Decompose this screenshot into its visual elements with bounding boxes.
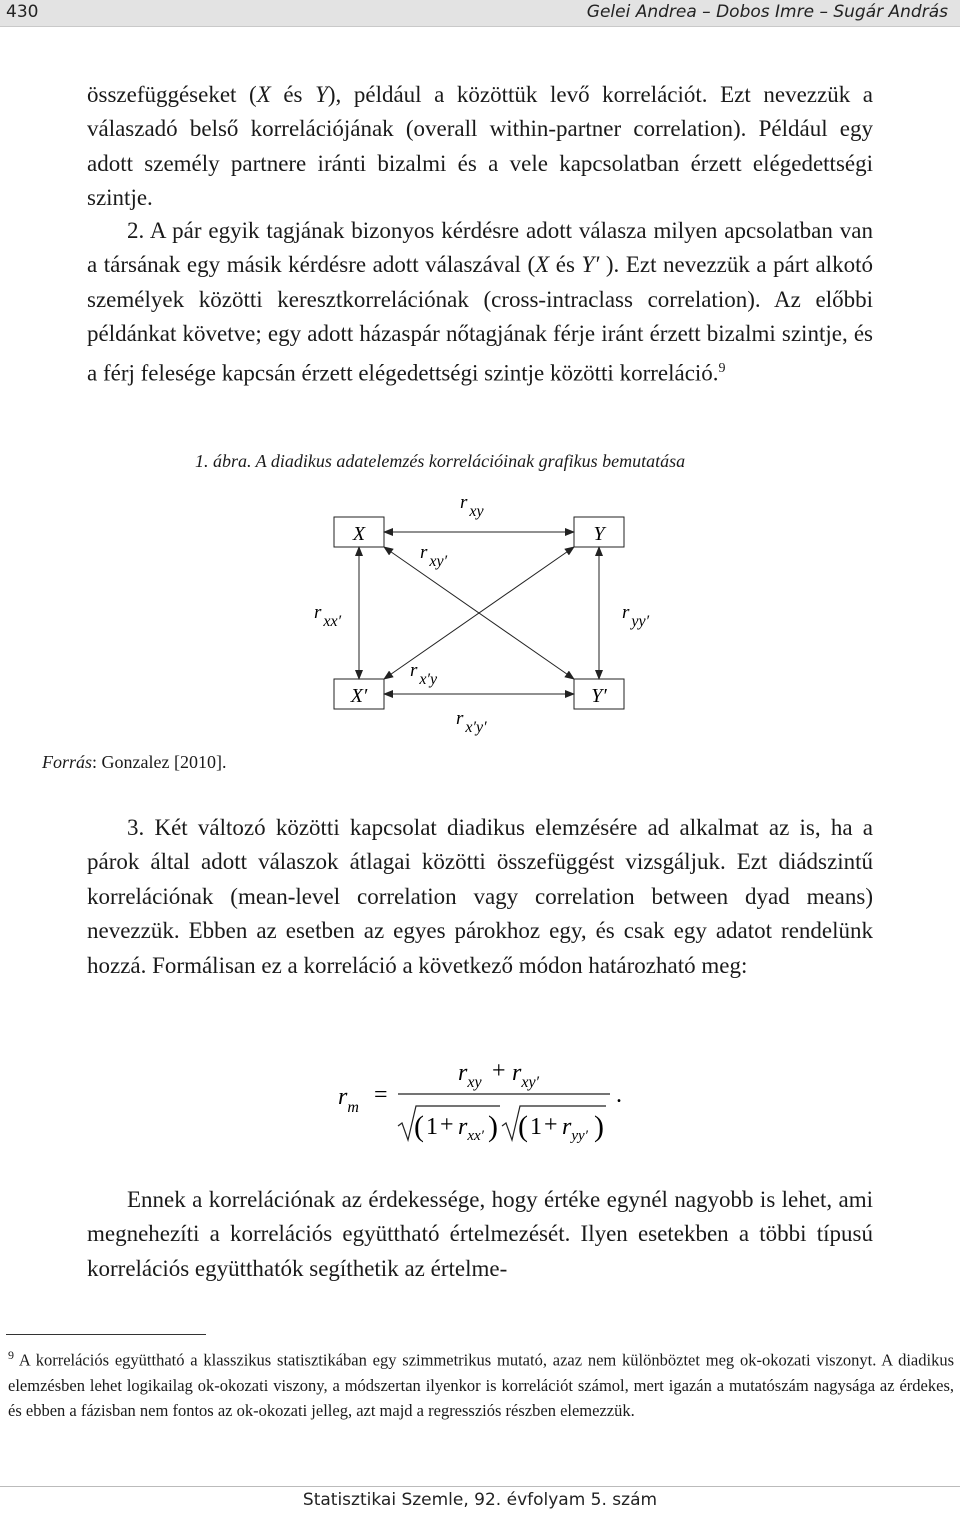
svg-text:): ) xyxy=(488,1110,498,1143)
label-rxpyp: r $_{x'y'}$ xyxy=(456,708,487,736)
paragraph-1: összefüggéseket (X és Y), például a közöttük levő korrelációt. Ezt nevezzük a válaszadó belső korrelációjának (overall within-partner correlation). Például egy adott személy partnere iránti bizalmi és a vele kapcsolatban érzett elégedettségi szintje. xyxy=(87,82,873,211)
node-Y xyxy=(574,517,624,547)
paragraph-2: 2. A pár egyik tagjának bizonyos kérdésre adott válasza milyen apcsolatban van a társának egy másik kérdésre adott válaszával (X és Y′ ). Ezt nevezzük a párt alkotó személyek közötti keresztkorrelációnak (cross-intraclass correlation). Az előbbi példánkat követve; egy adott házaspár nőtagjának férje iránt érzett bizalmi szintje, és a férj felesége kapcsán érzett elégedettségi szintje közötti korreláció.$^9$ xyxy=(87,218,873,386)
svg-text:Y′: Y′ xyxy=(591,685,607,707)
svg-text:Y: Y xyxy=(593,523,605,545)
node-Y-prime xyxy=(574,679,624,709)
svg-text:+: + xyxy=(492,1058,506,1084)
footnote-ref: 9 xyxy=(718,360,726,376)
svg-text:(: ( xyxy=(414,1110,424,1143)
label-ryyp: r $_{yy'}$ xyxy=(622,602,650,630)
node-X xyxy=(334,517,384,547)
svg-text:+: + xyxy=(544,1112,558,1138)
svg-text:): ) xyxy=(594,1110,604,1143)
svg-text:rxx′: $r_{xx'}$ xyxy=(458,1114,484,1144)
footer-divider xyxy=(0,1486,960,1487)
header-authors: Gelei Andrea – Dobos Imre – Sugár András xyxy=(586,2,948,22)
running-footer: Statisztikai Szemle, 92. évfolyam 5. szám xyxy=(302,1490,658,1510)
svg-text:rxy: $r_{xy}$ xyxy=(458,1060,482,1091)
svg-text:+: + xyxy=(440,1112,454,1138)
svg-text:ryy′: $r_{yy'}$ xyxy=(562,1114,588,1144)
denominator xyxy=(398,1106,606,1144)
footnote-9: $^9$ A korrelációs együttható a klasszikus statisztikában egy szimmetrikus mutató, azaz nem különböztet meg ok-okozati viszonyt. A diadikus elemzésben lehet logikailag ok-okozati viszony, a módszertan ilyenkor is korrelációt számol, mert igazán a mutatószám nagysága az érdekes, és ebben a fázisban nem fontos az ok-okozati jelleg, azt majd a regressziós részben elemezzük. xyxy=(8,1348,954,1420)
svg-text:X: X xyxy=(352,523,366,545)
paragraph-3: 3. Két változó közötti kapcsolat diadikus elemzésére ad alkalmat az is, ha a párok által adott válaszok átlagai közötti összefüggést vizsgáljuk. Ezt diádszintű korrelációnak (mean-level correlation vagy correlation between dyad means) nevezzük. Ebben az esetben az egyes párokhoz egy, és csak egy adatot rendelünk hozzá. Formálisan ez a korreláció a következő módon határozható meg: xyxy=(87,815,873,978)
svg-text:(: ( xyxy=(518,1110,528,1143)
svg-text:X′: X′ xyxy=(350,685,368,707)
label-rxpy: r $_{x'y}$ xyxy=(410,660,438,688)
svg-text:1: 1 xyxy=(426,1114,438,1140)
label-rxy: r $_{xy}$ xyxy=(460,492,484,520)
svg-text:=: = xyxy=(374,1082,388,1108)
figure-caption: 1. ábra. A diadikus adatelemzés korrelációinak grafikus bemutatása xyxy=(195,451,686,471)
svg-text:rxy′: $r_{xy'}$ xyxy=(512,1060,540,1091)
running-header xyxy=(0,0,960,27)
svg-text:.: . xyxy=(616,1082,622,1108)
node-X-prime xyxy=(334,679,384,709)
page-number: 430 xyxy=(6,2,39,22)
svg-text:rm: $r_m$ xyxy=(338,1084,359,1116)
figure-source: Forrás: Gonzalez [2010]. xyxy=(42,752,227,772)
label-rxxp: r $_{xx'}$ xyxy=(314,602,342,630)
correlation-diagram xyxy=(280,480,680,760)
svg-text:1: 1 xyxy=(530,1114,542,1140)
footnote-divider xyxy=(6,1334,206,1335)
mean-level-correlation-formula xyxy=(330,1050,650,1150)
paragraph-4: Ennek a korrelációnak az érdekessége, hogy értéke egynél nagyobb is lehet, ami megnehezíti a korrelációs együttható értelmezését. Ilyen esetekben a többi típusú korrelációs együtthatók segíthetik az értelme- xyxy=(87,1187,873,1281)
label-rxyp: r $_{xy'}$ xyxy=(420,542,448,570)
numerator xyxy=(458,1058,540,1091)
